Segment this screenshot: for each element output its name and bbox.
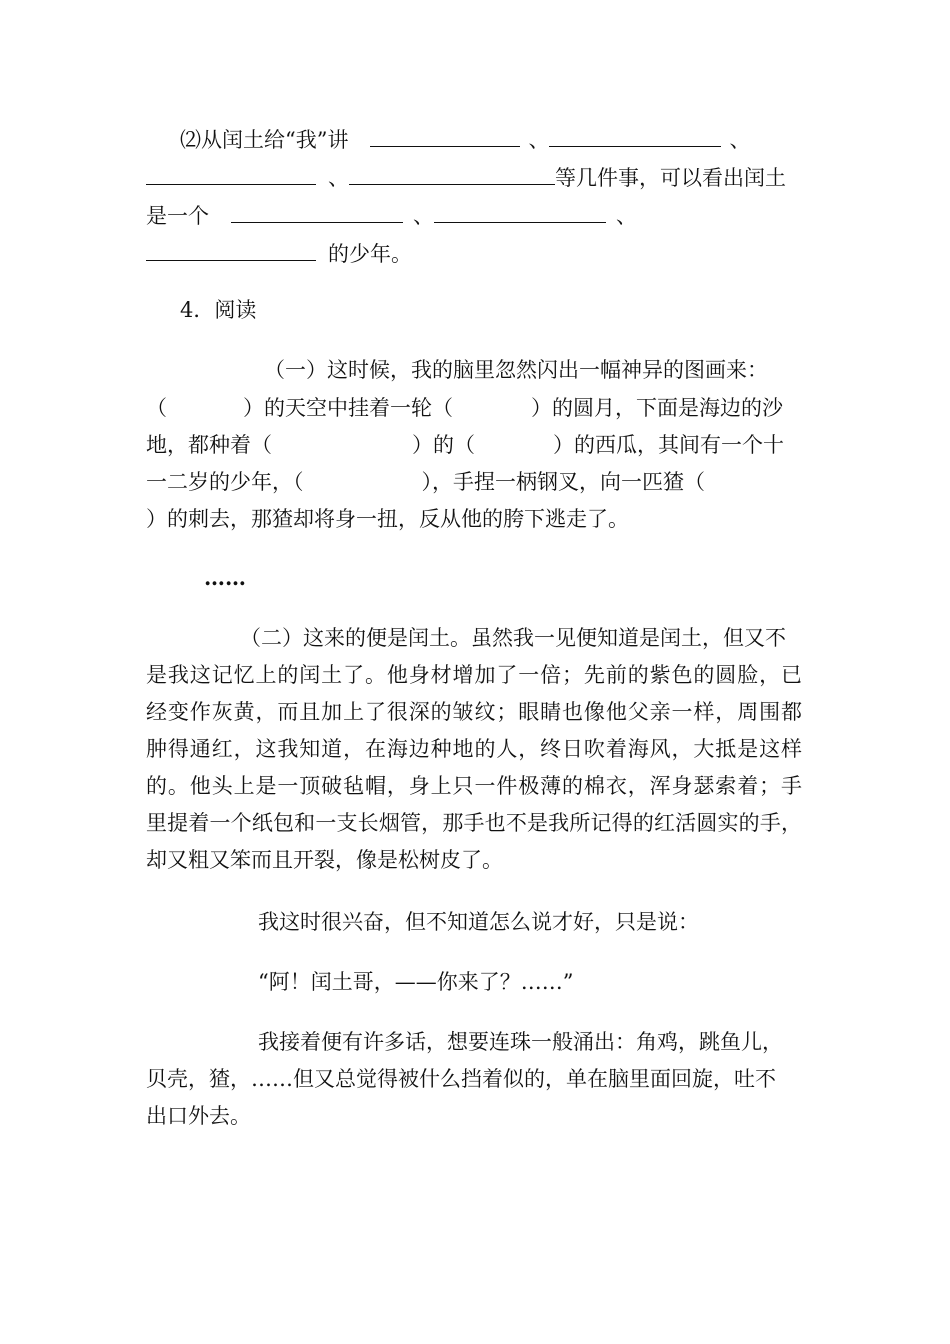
fill-blank[interactable] bbox=[231, 196, 403, 223]
part2-para-4-line-3: 出口外去。 bbox=[146, 1104, 251, 1128]
part1-line-1: （一）这时候，我的脑里忽然闪出一幅神异的图画来： bbox=[264, 358, 768, 382]
q2-line-3 bbox=[146, 196, 637, 232]
part1-ellipsis: …… bbox=[204, 565, 246, 590]
separator: 、 bbox=[413, 204, 434, 228]
separator: 、 bbox=[616, 204, 637, 228]
part1-line-5: ）的刺去，那猹却将身一扭，反从他的胯下逃走了。 bbox=[146, 507, 629, 531]
part2-line-6: 里提着一个纸包和一支长烟管，那手也不是我所记得的红活圆实的手， bbox=[146, 811, 802, 835]
fill-blank[interactable] bbox=[370, 120, 520, 147]
part2-para-2: 我这时很兴奋，但不知道怎么说才好，只是说： bbox=[258, 910, 699, 934]
part2-line-1: （二）这来的便是闰土。虽然我一见便知道是闰土，但又不 bbox=[240, 626, 786, 650]
part2-line-5: 的。他头上是一顶破毡帽，身上只一件极薄的棉衣，浑身瑟索着；手 bbox=[146, 774, 802, 798]
separator: 、 bbox=[328, 166, 349, 190]
q4-heading: 4．阅读 bbox=[180, 298, 257, 322]
part2-para-4-line-2: 贝壳，猹，……但又总觉得被什么挡着似的，单在脑里面回旋，吐不 bbox=[146, 1067, 776, 1091]
part1-line-4: 一二岁的少年，（ ），手捏一柄钢叉，向一匹猹（ bbox=[146, 470, 705, 494]
q2-line-2 bbox=[146, 158, 786, 194]
q2-line-4 bbox=[146, 234, 412, 270]
part2-para-4-line-1: 我接着便有许多话，想要连珠一般涌出：角鸡，跳鱼儿， bbox=[258, 1030, 783, 1054]
q2-prefix: ⑵从闰土给“我”讲 bbox=[180, 128, 349, 152]
part1-line-3: 地，都种着（ ）的（ ）的西瓜，其间有一个十 bbox=[146, 433, 784, 457]
separator: 、 bbox=[729, 128, 751, 152]
part2-para-3: “阿！闰土哥，——你来了？……” bbox=[258, 970, 574, 994]
part2-line-3: 经变作灰黄，而且加上了很深的皱纹；眼睛也像他父亲一样，周围都 bbox=[146, 700, 802, 724]
part1-line-2: （ ）的天空中挂着一轮（ ）的圆月，下面是海边的沙 bbox=[146, 396, 783, 420]
part2-line-4: 肿得通红，这我知道，在海边种地的人，终日吹着海风，大抵是这样 bbox=[146, 737, 802, 761]
fill-blank[interactable] bbox=[349, 158, 555, 185]
part2-line-2: 是我这记忆上的闰土了。他身材增加了一倍；先前的紫色的圆脸，已 bbox=[146, 663, 802, 687]
q2-suffix: 等几件事，可以看出闰土 bbox=[555, 166, 786, 190]
fill-blank[interactable] bbox=[146, 158, 316, 185]
fill-blank[interactable] bbox=[434, 196, 606, 223]
part2-line-7: 却又粗又笨而且开裂，像是松树皮了。 bbox=[146, 848, 503, 872]
q2-suffix-2: 的少年。 bbox=[328, 242, 412, 266]
fill-blank[interactable] bbox=[146, 234, 316, 261]
fill-blank[interactable] bbox=[549, 120, 721, 147]
separator: 、 bbox=[528, 128, 550, 152]
q2-prefix-2: 是一个 bbox=[146, 204, 209, 228]
q2-line-1 bbox=[180, 120, 750, 156]
